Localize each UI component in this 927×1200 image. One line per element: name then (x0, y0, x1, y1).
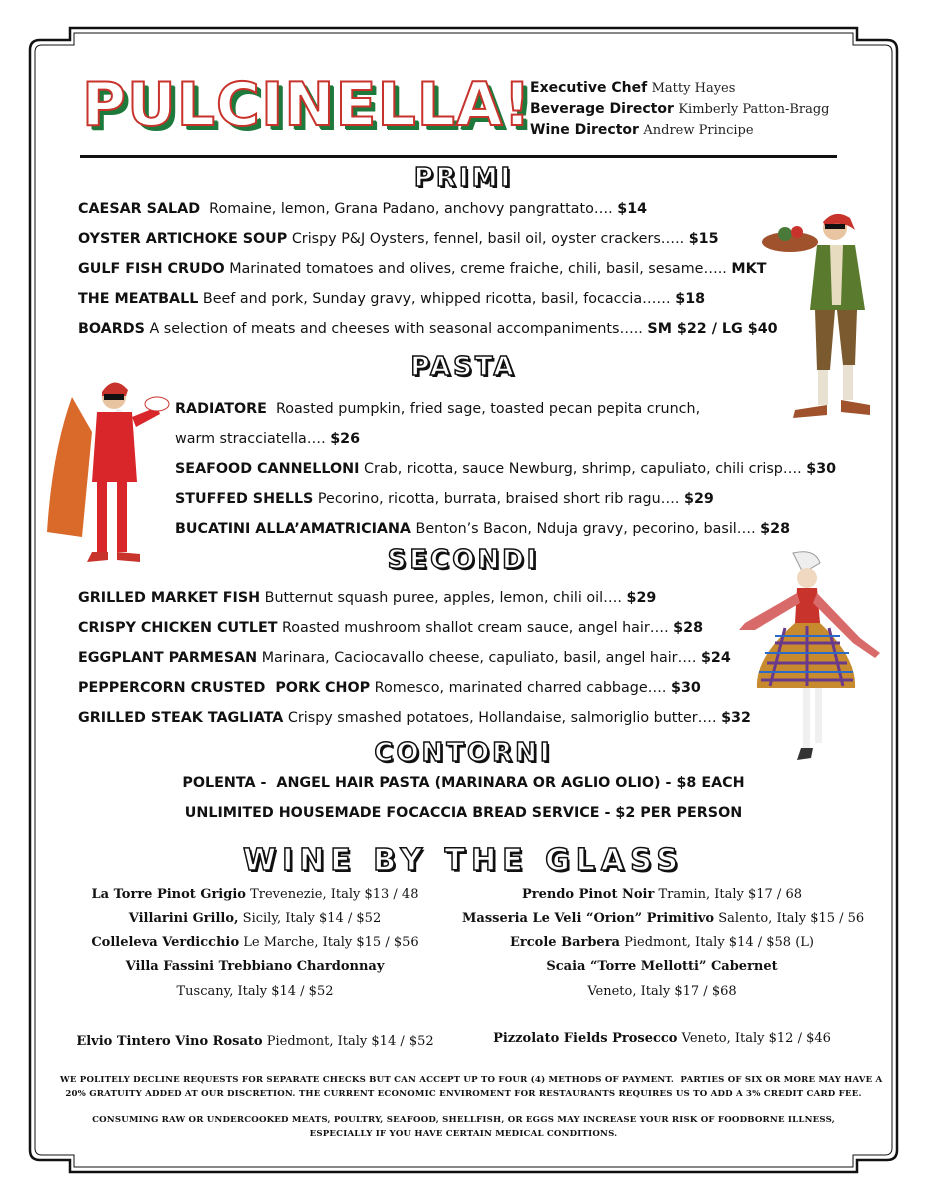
wine-item-detail (462, 984, 862, 999)
menu-item-boards (78, 319, 778, 339)
menu-item-radiatore (175, 399, 700, 419)
wine-item (462, 911, 865, 926)
item-price: $15 (688, 231, 719, 247)
item-description: Crab, ricotta, sauce Newburg, shrimp, capuliato, chili crisp…. (364, 461, 802, 477)
wine-detail: Piedmont, Italy $14 / $52 (266, 1034, 434, 1049)
wine-name: Prendo Pinot Noir (522, 887, 655, 902)
wine-detail: Veneto, Italy $12 / $46 (681, 1031, 831, 1046)
wine-item (70, 911, 440, 926)
menu-item-grilled-steak-tagliata (78, 708, 751, 728)
item-name: EGGPLANT PARMESAN (78, 650, 258, 666)
item-name: CRISPY CHICKEN CUTLET (78, 620, 278, 636)
staff-row-beverage-director (530, 99, 830, 120)
item-description: Marinated tomatoes and olives, creme fraiche, chili, basil, sesame….. (229, 261, 727, 277)
section-title-primi: PRIMI (413, 163, 514, 193)
item-description: Marinara, Caciocavallo cheese, capuliato, basil, angel hair…. (261, 650, 697, 666)
item-description: Roasted pumpkin, fried sage, toasted pecan pepita crunch, (276, 401, 701, 417)
item-description: Roasted mushroom shallot cream sauce, angel hair…. (282, 620, 669, 636)
item-description: Pecorino, ricotta, burrata, braised short rib ragu…. (317, 491, 680, 507)
wine-item (70, 935, 440, 950)
wine-detail: Tramin, Italy $17 / 68 (658, 887, 802, 902)
wine-name: Ercole Barbera (510, 935, 620, 950)
wine-detail: Piedmont, Italy $14 / $58 (L) (624, 935, 814, 950)
wine-item (462, 1031, 862, 1046)
item-description: Crispy P&J Oysters, fennel, basil oil, oyster crackers….. (291, 231, 685, 247)
item-price: $30 (806, 461, 837, 477)
restaurant-logo (82, 70, 532, 140)
item-description: Beef and pork, Sunday gravy, whipped ricotta, basil, focaccia…… (202, 291, 671, 307)
menu-item-the-meatball (78, 289, 705, 309)
payment-policy-note (60, 1073, 883, 1101)
item-price: $24 (700, 650, 731, 666)
item-price: $28 (673, 620, 704, 636)
staff-row-wine-director (530, 120, 830, 141)
item-price: $26 (330, 431, 361, 447)
item-price: MKT (731, 261, 767, 277)
item-price: $30 (671, 680, 701, 696)
item-description: A selection of meats and cheeses with seasonal accompaniments….. (149, 321, 643, 337)
item-description: Romesco, marinated charred cabbage…. (374, 680, 667, 696)
wine-name: Pizzolato Fields Prosecco (493, 1031, 678, 1046)
item-description: Butternut squash puree, apples, lemon, chili oil…. (264, 590, 622, 606)
item-name: THE MEATBALL (78, 291, 199, 307)
menu-item-crispy-chicken-cutlet (78, 618, 703, 638)
item-name: CAESAR SALAD (78, 201, 201, 217)
wine-item (462, 959, 862, 974)
item-description: Benton’s Bacon, Nduja gravy, pecorino, basil…. (415, 521, 756, 537)
item-price: $28 (760, 521, 791, 537)
menu-item-grilled-market-fish (78, 588, 656, 608)
item-name: GULF FISH CRUDO (78, 261, 225, 277)
item-name: BOARDS (78, 321, 145, 337)
menu-item-seafood-cannelloni (175, 459, 836, 479)
item-name: SEAFOOD CANNELLONI (175, 461, 360, 477)
payment-policy-line: 20% GRATUITY ADDED AT OUR DISCRETION. THE CURRENT ECONOMIC ENVIROMENT FOR RESTAURANTS REQUIRES US TO ADD A 3% CREDIT CARD FEE. (65, 1089, 862, 1099)
contorni-bread-line: UNLIMITED HOUSEMADE FOCACCIA BREAD SERVICE - $2 PER PERSON (184, 805, 743, 821)
wine-detail: Veneto, Italy $17 / $68 (587, 984, 737, 999)
item-description: Romaine, lemon, Grana Padano, anchovy pangrattato…. (209, 201, 613, 217)
food-safety-line: ESPECIALLY IF YOU HAVE CERTAIN MEDICAL CONDITIONS. (309, 1129, 618, 1139)
dancing-lady-illustration (725, 548, 890, 773)
contorni-sides-line: POLENTA - ANGEL HAIR PASTA (MARINARA OR AGLIO OLIO) - $8 EACH (182, 775, 745, 791)
item-name: OYSTER ARTICHOKE SOUP (78, 231, 288, 247)
wine-name: Villa Fassini Trebbiano Chardonnay (125, 959, 385, 974)
menu-item-caesar-salad (78, 199, 647, 219)
menu-item-gulf-fish-crudo (78, 259, 766, 279)
payment-policy-line: WE POLITELY DECLINE REQUESTS FOR SEPARATE CHECKS BUT CAN ACCEPT UP TO FOUR (4) METHODS OF PAYMENT. PARTIES OF SIX OR MORE MAY HAVE A (60, 1075, 883, 1085)
item-name: STUFFED SHELLS (175, 491, 314, 507)
wine-item (70, 1034, 440, 1049)
wine-detail: Le Marche, Italy $15 / $56 (243, 935, 419, 950)
wine-item-detail (70, 984, 440, 999)
item-name: PEPPERCORN CRUSTED PORK CHOP (78, 680, 371, 696)
wine-item (70, 887, 440, 902)
wine-name: Villarini Grillo, (128, 911, 239, 926)
wine-detail: Trevenezie, Italy $13 / 48 (250, 887, 419, 902)
item-description-continued: warm stracciatella…. (175, 431, 326, 447)
section-title-wine: WINE BY THE GLASS (242, 843, 685, 878)
wine-name: La Torre Pinot Grigio (91, 887, 246, 902)
item-price: SM $22 / LG $40 (647, 321, 778, 337)
item-price: $14 (617, 201, 648, 217)
food-safety-line: CONSUMING RAW OR UNDERCOOKED MEATS, POULTRY, SEAFOOD, SHELLFISH, OR EGGS MAY INCREASE YOUR RISK OF FOODBORNE ILLNESS, (92, 1115, 835, 1125)
wine-detail: Salento, Italy $15 / 56 (718, 911, 865, 926)
wine-name: Colleleva Verdicchio (91, 935, 240, 950)
restaurant-name: PULCINELLA! (82, 70, 532, 140)
wine-name: Masseria Le Veli “Orion” Primitivo (462, 911, 715, 926)
item-name: GRILLED MARKET FISH (78, 590, 261, 606)
wine-item (462, 887, 862, 902)
item-price: $32 (721, 710, 751, 726)
menu-item-oyster-artichoke-soup (78, 229, 719, 249)
staff-row-executive-chef (530, 78, 830, 99)
item-description: Crispy smashed potatoes, Hollandaise, salmoriglio butter…. (287, 710, 717, 726)
menu-item-eggplant-parmesan (78, 648, 731, 668)
header-divider (80, 155, 837, 158)
wine-name: Elvio Tintero Vino Rosato (76, 1034, 263, 1049)
wine-detail: Sicily, Italy $14 / $52 (242, 911, 382, 926)
wine-name: Scaia “Torre Mellotti” Cabernet (546, 959, 778, 974)
section-title-secondi: SECONDI (387, 545, 540, 575)
menu-item-peppercorn-pork-chop (78, 678, 701, 698)
section-title-contorni: CONTORNI (374, 738, 553, 768)
staff-role: Wine Director (530, 122, 639, 138)
staff-name: Kimberly Patton-Bragg (678, 102, 830, 117)
menu-item-radiatore-continued (175, 429, 360, 449)
staff-credits (530, 78, 830, 141)
menu-item-bucatini-amatriciana (175, 519, 790, 539)
staff-role: Beverage Director (530, 101, 674, 117)
item-name: RADIATORE (175, 401, 267, 417)
item-name: BUCATINI ALLA’AMATRICIANA (175, 521, 411, 537)
item-price: $18 (675, 291, 706, 307)
menu-item-stuffed-shells (175, 489, 714, 509)
staff-name: Matty Hayes (651, 81, 736, 96)
item-price: $29 (684, 491, 714, 507)
wine-item (70, 959, 440, 974)
item-name: GRILLED STEAK TAGLIATA (78, 710, 284, 726)
red-masked-figure-illustration (42, 372, 177, 572)
staff-role: Executive Chef (530, 80, 648, 96)
section-title-pasta: PASTA (410, 352, 517, 382)
staff-name: Andrew Principe (643, 123, 754, 138)
food-safety-note (60, 1113, 867, 1141)
wine-detail: Tuscany, Italy $14 / $52 (176, 984, 334, 999)
wine-item (462, 935, 862, 950)
pulcinella-with-basket-illustration (755, 200, 880, 430)
item-price: $29 (626, 590, 657, 606)
